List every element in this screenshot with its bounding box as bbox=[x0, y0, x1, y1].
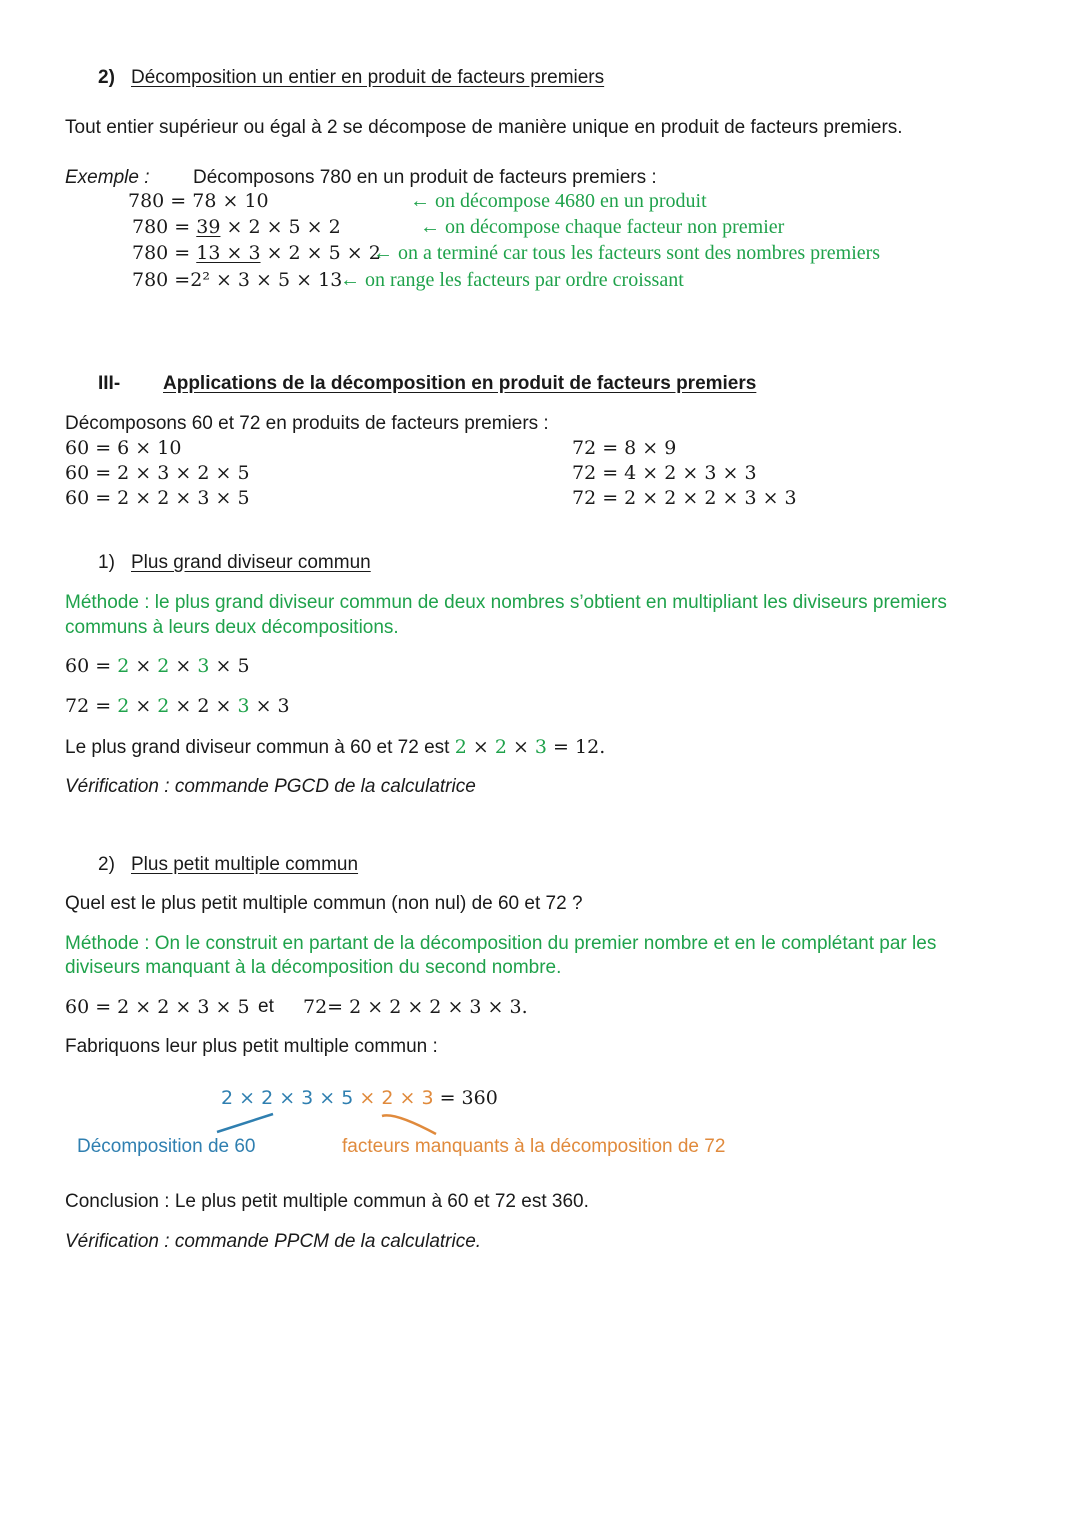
gcd-line72: 72 = 2 × 2 × 2 × 3 × 3 bbox=[65, 695, 290, 717]
gcd-method-line2: communs à leurs deux décompositions. bbox=[65, 617, 399, 638]
decomp72-line1: 72 = 8 × 9 bbox=[572, 437, 677, 459]
step2-equation: 780 = 39 × 2 × 5 × 2 bbox=[132, 216, 341, 238]
orange-pointer-line bbox=[382, 1115, 436, 1134]
sectionIII-title: Applications de la décomposition en produit de facteurs premiers bbox=[163, 373, 757, 394]
decomp72-line2: 72 = 4 × 2 × 3 × 3 bbox=[572, 462, 757, 484]
step1-comment: ← on décompose 4680 en un produit bbox=[410, 190, 707, 212]
step3-comment: ← on a terminé car tous les facteurs sont des nombres premiers bbox=[373, 242, 881, 264]
lcm-et: et bbox=[258, 996, 274, 1017]
lcm-expression: 2 × 2 × 3 × 5 × 2 × 3 = 360 bbox=[221, 1087, 498, 1109]
section2-statement: Tout entier supérieur ou égal à 2 se décompose de manière unique en produit de facteurs premiers. bbox=[65, 117, 903, 138]
decomp60-line2: 60 = 2 × 3 × 2 × 5 bbox=[65, 462, 250, 484]
example-text: Décomposons 780 en un produit de facteurs premiers : bbox=[193, 167, 657, 188]
gcd-title: Plus grand diviseur commun bbox=[131, 552, 371, 573]
decomp72-line3: 72 = 2 × 2 × 2 × 3 × 3 bbox=[572, 487, 797, 509]
sectionIII-number: III- bbox=[98, 373, 121, 394]
step4-comment: ← on range les facteurs par ordre croissant bbox=[340, 269, 684, 291]
lcm-decomp72: 72= 2 × 2 × 2 × 3 × 3. bbox=[303, 996, 528, 1018]
lcm-title: Plus petit multiple commun bbox=[131, 854, 359, 875]
step3-equation: 780 = 13 × 3 × 2 × 5 × 2 bbox=[132, 242, 381, 264]
lcm-decomp60: 60 = 2 × 2 × 3 × 5 bbox=[65, 996, 250, 1018]
step4-equation: 780 =2² × 3 × 5 × 13 bbox=[132, 269, 343, 291]
gcd-verification: Vérification : commande PGCD de la calculatrice bbox=[65, 776, 476, 797]
lcm-pointer-lines bbox=[200, 1108, 460, 1138]
decomp60-line3: 60 = 2 × 2 × 3 × 5 bbox=[65, 487, 250, 509]
lcm-number: 2) bbox=[98, 854, 115, 875]
lcm-verification: Vérification : commande PPCM de la calculatrice. bbox=[65, 1231, 482, 1252]
gcd-number: 1) bbox=[98, 552, 115, 573]
gcd-line60: 60 = 2 × 2 × 3 × 5 bbox=[65, 655, 250, 677]
section2-title: Décomposition un entier en produit de facteurs premiers bbox=[131, 67, 605, 88]
sectionIII-intro: Décomposons 60 et 72 en produits de facteurs premiers : bbox=[65, 413, 549, 434]
blue-pointer-line bbox=[217, 1114, 273, 1132]
lcm-label-missing: facteurs manquants à la décomposition de 72 bbox=[342, 1136, 726, 1157]
lcm-label-decomp60: Décomposition de 60 bbox=[77, 1136, 256, 1157]
gcd-method-line1: Méthode : le plus grand diviseur commun de deux nombres s’obtient en multipliant les diviseurs premiers bbox=[65, 592, 947, 613]
step2-comment: ← on décompose chaque facteur non premier bbox=[420, 216, 785, 238]
lcm-question: Quel est le plus petit multiple commun (non nul) de 60 et 72 ? bbox=[65, 893, 583, 914]
step1-equation: 780 = 78 × 10 bbox=[128, 190, 269, 212]
lcm-conclusion: Conclusion : Le plus petit multiple commun à 60 et 72 est 360. bbox=[65, 1191, 589, 1212]
lcm-fabriquons: Fabriquons leur plus petit multiple commun : bbox=[65, 1036, 438, 1057]
lcm-method-line2: diviseurs manquant à la décomposition du second nombre. bbox=[65, 957, 562, 978]
gcd-result: Le plus grand diviseur commun à 60 et 72 est 2 × 2 × 3 = 12. bbox=[65, 736, 606, 758]
section2-number: 2) bbox=[98, 67, 115, 88]
lcm-method-line1: Méthode : On le construit en partant de la décomposition du premier nombre et en le complétant par les bbox=[65, 933, 937, 954]
decomp60-line1: 60 = 6 × 10 bbox=[65, 437, 182, 459]
example-label: Exemple : bbox=[65, 167, 150, 188]
